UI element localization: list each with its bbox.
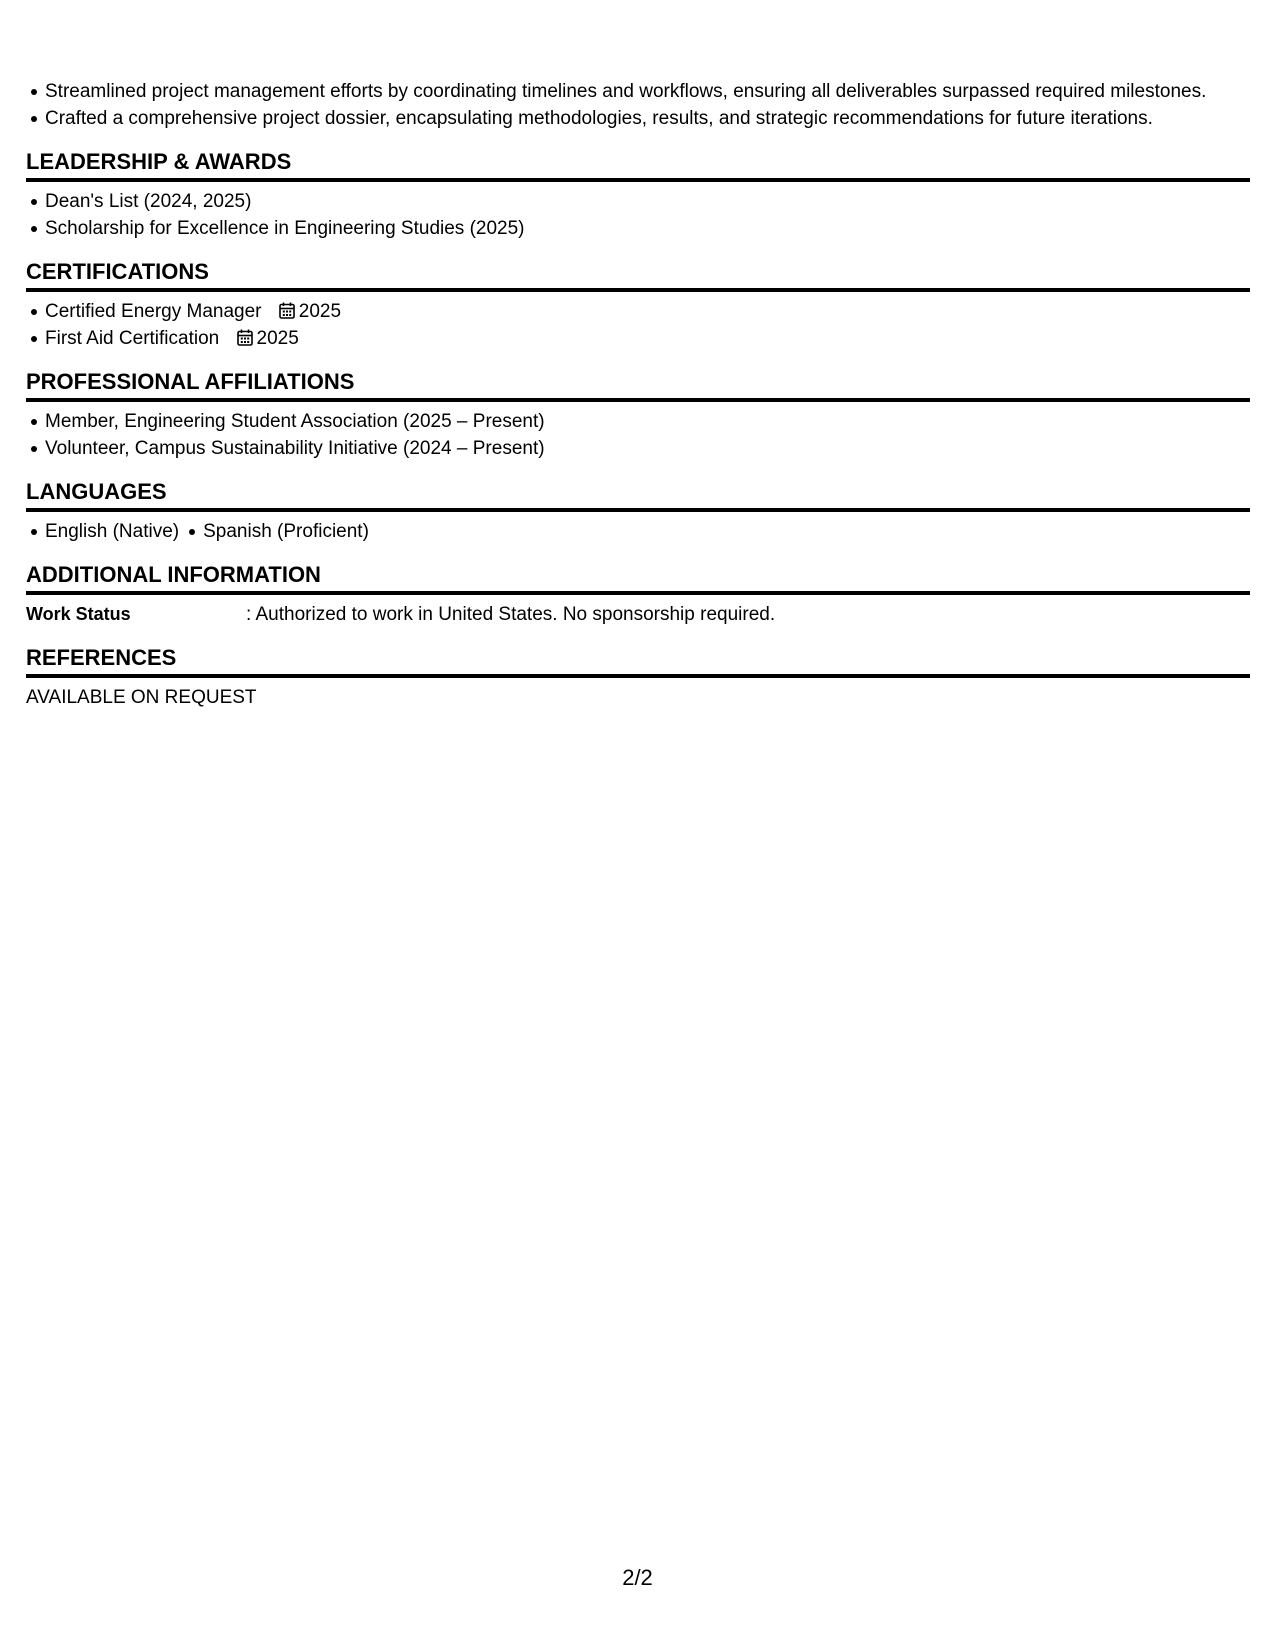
calendar-icon	[237, 329, 253, 346]
certification-year: 2025	[298, 301, 342, 322]
certification-name: Certified Energy Manager	[45, 301, 262, 322]
references-text: AVAILABLE ON REQUEST	[26, 687, 257, 708]
leadership-section	[26, 148, 1250, 242]
work-status-row	[26, 601, 1250, 628]
affiliation-item: Member, Engineering Student Association (2025 – Present)	[45, 408, 1250, 435]
work-status-label: Work Status	[26, 604, 131, 624]
additional-info-section	[26, 561, 1250, 628]
work-status-value: : Authorized to work in United States. No sponsorship required.	[246, 604, 776, 625]
certifications-list	[26, 298, 1250, 352]
affiliations-heading: PROFESSIONAL AFFILIATIONS	[26, 368, 1250, 402]
leadership-heading: LEADERSHIP & AWARDS	[26, 148, 1250, 182]
experience-bullets	[26, 78, 1250, 132]
affiliations-section	[26, 368, 1250, 462]
affiliation-item: Volunteer, Campus Sustainability Initiative (2024 – Present)	[45, 435, 1250, 462]
additional-info-heading: ADDITIONAL INFORMATION	[26, 561, 1250, 595]
calendar-icon	[279, 302, 295, 319]
experience-bullet: Streamlined project management efforts by coordinating timelines and workflows, ensuring all deliverables surpassed required milestones.	[45, 78, 1250, 105]
affiliations-list	[26, 408, 1250, 462]
certification-item	[45, 325, 1250, 352]
leadership-list	[26, 188, 1250, 242]
resume-page	[26, 78, 1250, 711]
references-section	[26, 644, 1250, 711]
language-item: English (Native)	[45, 518, 179, 545]
languages-section	[26, 478, 1250, 545]
languages-list	[26, 518, 1250, 545]
leadership-item: Scholarship for Excellence in Engineering Studies (2025)	[45, 215, 1250, 242]
certifications-section	[26, 258, 1250, 352]
certifications-heading: CERTIFICATIONS	[26, 258, 1250, 292]
experience-bullet: Crafted a comprehensive project dossier, encapsulating methodologies, results, and strategic recommendations for future iterations.	[45, 105, 1250, 132]
language-item: Spanish (Proficient)	[203, 518, 369, 545]
certification-name: First Aid Certification	[45, 328, 220, 349]
references-heading: REFERENCES	[26, 644, 1250, 678]
certification-year: 2025	[256, 328, 299, 349]
languages-heading: LANGUAGES	[26, 478, 1250, 512]
certification-item	[45, 298, 1250, 325]
page-number: 2/2	[622, 1565, 653, 1590]
leadership-item: Dean's List (2024, 2025)	[45, 188, 1250, 215]
